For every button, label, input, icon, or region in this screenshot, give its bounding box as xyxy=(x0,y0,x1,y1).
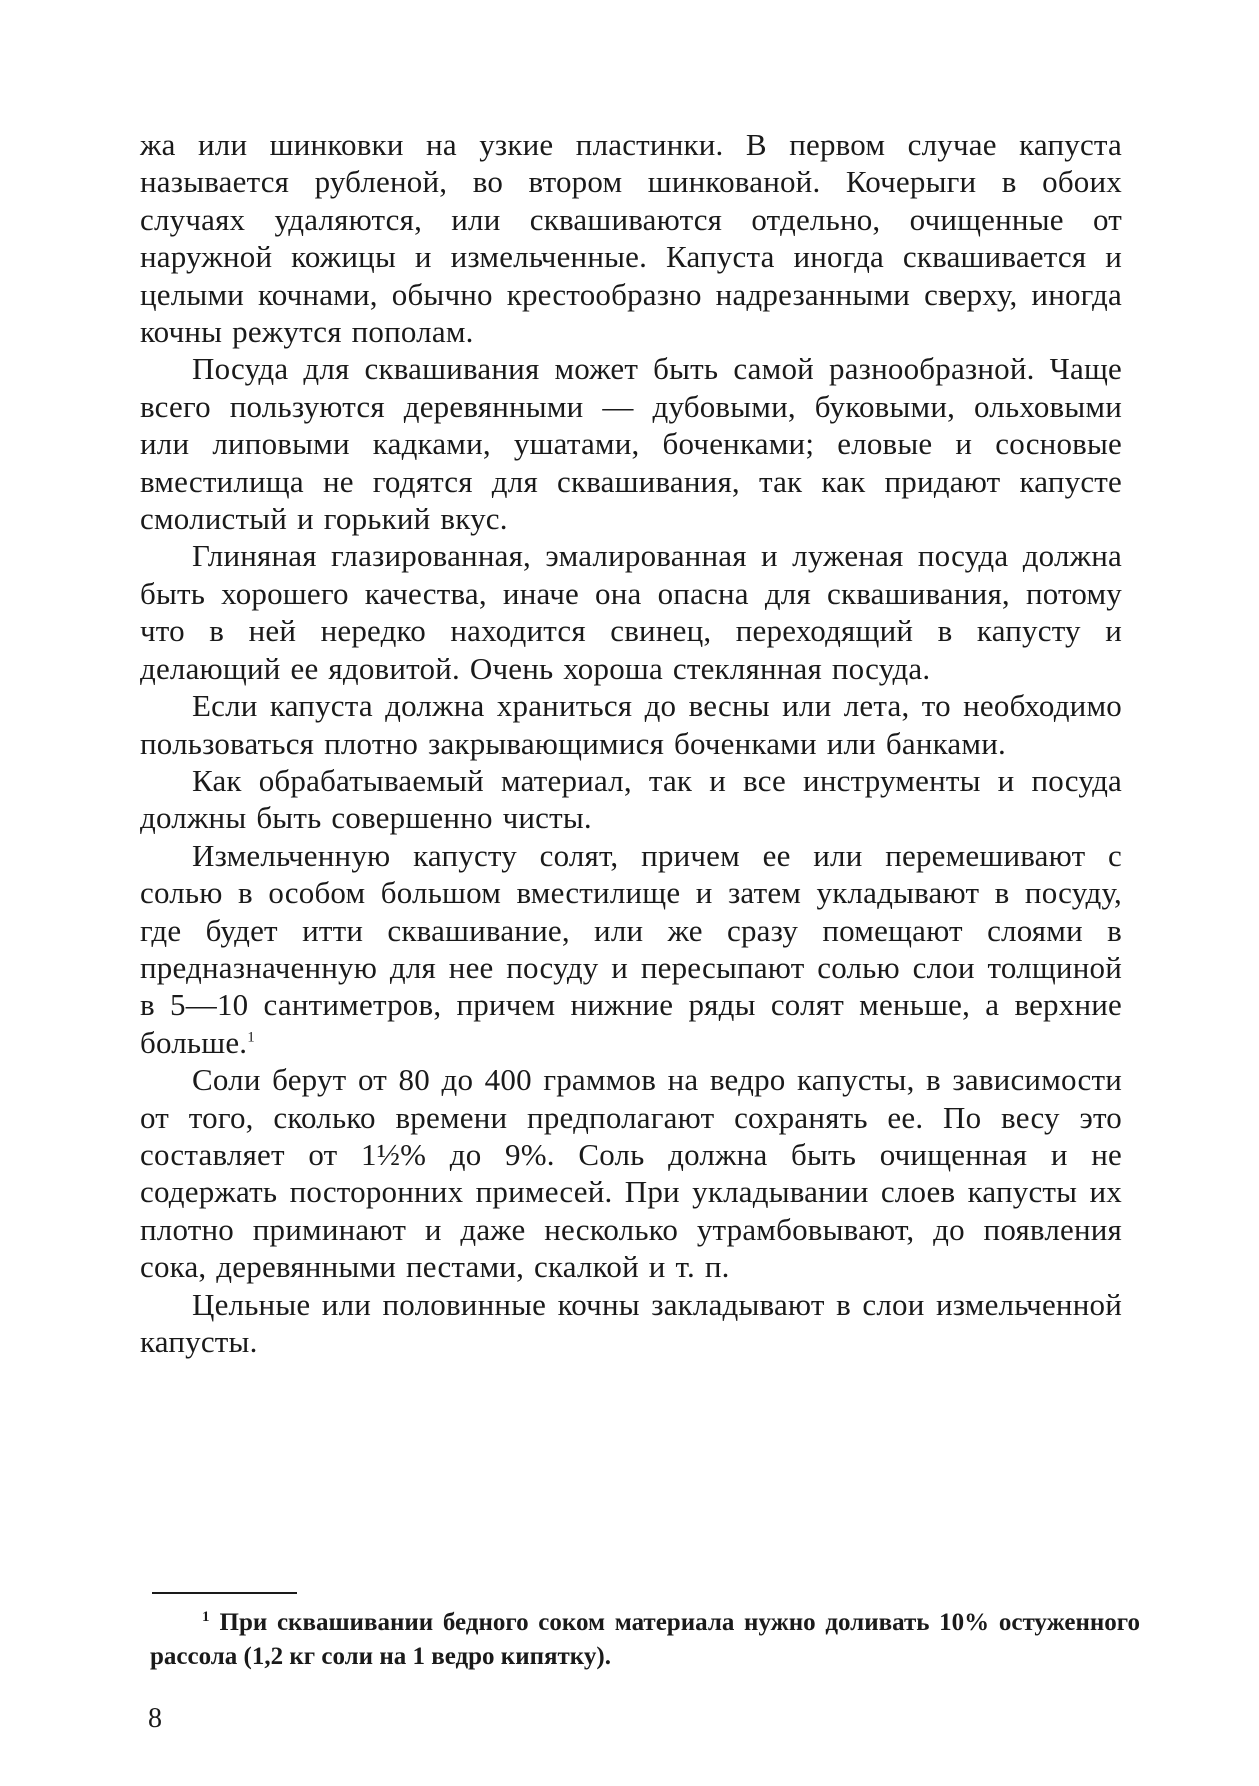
paragraph-6-text: Измельченную капусту солят, причем ее или перемешивают с солью в особом большом вместилище и затем укладывают в посуду, где будет итти сквашивание, или же сразу помещают слоями в предназначенную для нее посуду и пересыпают солью слои толщиной в 5—10 сантиметров, причем нижние ряды солят меньше, а верхние больше. xyxy=(140,837,1122,1060)
page-number: 8 xyxy=(148,1703,162,1734)
footnote xyxy=(150,1606,1140,1674)
paragraph-6 xyxy=(140,837,1122,1061)
paragraph-3: Глиняная глазированная, эмалированная и луженая посуда должна быть хорошего качества, иначе она опасна для сквашивания, потому что в ней нередко находится свинец, переходящий в капусту и делающий ее ядовитой. Очень хороша стеклянная посуда. xyxy=(140,538,1122,686)
paragraph-4: Если капуста должна храниться до весны или лета, то необходимо пользоваться плотно закрывающимися боченками или банками. xyxy=(140,688,1122,761)
page-body xyxy=(140,126,1122,1360)
paragraph-7: Соли берут от 80 до 400 граммов на ведро капусты, в зависимости от того, сколько времени предполагают сохранять ее. По весу это составляет от 1½% до 9%. Соль должна быть очищенная и не содержать посторонних примесей. При укладывании слоев капусты их плотно приминают и даже несколько утрамбовывают, до появления сока, деревянными пестами, скалкой и т. п. xyxy=(140,1062,1122,1285)
footnote-mark: 1 xyxy=(202,1608,210,1625)
footnote-text: При сквашивании бедного соком материала нужно доливать 10% остуженного рассола (1,2 кг соли на 1 ведро кипятку). xyxy=(150,1609,1140,1670)
paragraph-8: Цельные или половинные кочны закладывают в слои измельченной капусты. xyxy=(140,1286,1122,1359)
paragraph-2: Посуда для сквашивания может быть самой разнообразной. Чаще всего пользуются деревянными — дубовыми, буковыми, ольховыми или липовыми кадками, ушатами, боченками; еловые и сосновые вместилища не годятся для сквашивания, так как придают капусте смолистый и горький вкус. xyxy=(140,351,1122,537)
footnote-reference: 1 xyxy=(247,1029,255,1046)
footnote-divider xyxy=(152,1592,297,1594)
paragraph-1: жа или шинковки на узкие пластинки. В первом случае капуста называется рубленой, во втором шинкованой. Кочерыги в обоих случаях удаляются, или сквашиваются отдельно, очищенные от наружной кожицы и измельченные. Капуста иногда сквашивается и целыми кочнами, обычно крестообразно надрезанными сверху, иногда кочны режутся пополам. xyxy=(140,127,1122,350)
paragraph-5: Как обрабатываемый материал, так и все инструменты и посуда должны быть совершенно чисты. xyxy=(140,762,1122,836)
